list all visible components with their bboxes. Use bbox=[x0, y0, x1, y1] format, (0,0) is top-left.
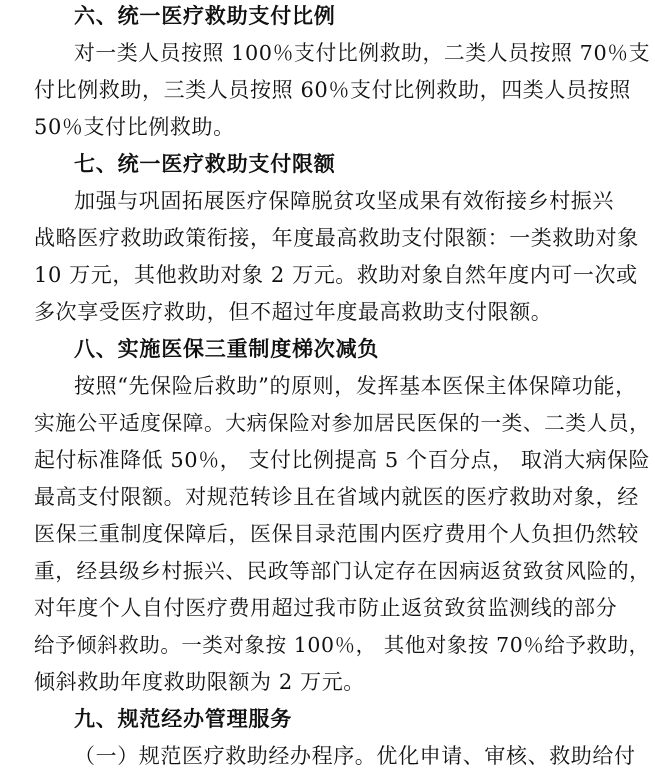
paragraph-line: 付比例救助，三类人员按照 60％支付比例救助，四类人员按照 bbox=[34, 78, 631, 102]
section-heading-text: 六、统一医疗救助支付比例 bbox=[74, 4, 336, 28]
paragraph-line: 倾斜救助年度救助限额为 2 万元。 bbox=[34, 670, 365, 694]
paragraph-line: 加强与巩固拓展医疗保障脱贫攻坚成果有效衔接乡村振兴 bbox=[74, 189, 614, 213]
paragraph-line: 重，经县级乡村振兴、民政等部门认定存在因病返贫致贫风险的， bbox=[34, 559, 651, 583]
paragraph-line: 起付标准降低 50％， 支付比例提高 5 个百分点， 取消大病保险 bbox=[34, 448, 651, 472]
paragraph-line: 50％支付比例救助。 bbox=[34, 115, 235, 139]
section-heading-8 bbox=[74, 336, 379, 362]
paragraph-line: 对一类人员按照 100％支付比例救助，二类人员按照 70％支 bbox=[74, 41, 651, 65]
paragraph-line: （一）规范医疗救助经办程序。优化申请、审核、救助给付 bbox=[74, 744, 636, 768]
section-heading-text: 九、规范经办管理服务 bbox=[74, 707, 292, 731]
section-heading-text: 八、实施医保三重制度梯次减负 bbox=[74, 337, 380, 361]
paragraph-line: 对年度个人自付医疗费用超过我市防止返贫致贫监测线的部分 bbox=[34, 596, 618, 620]
paragraph-line: 实施公平适度保障。大病保险对参加居民医保的一类、二类人员， bbox=[34, 411, 651, 435]
paragraph-line: 多次享受医疗救助，但不超过年度最高救助支付限额。 bbox=[34, 300, 553, 324]
section-heading-6 bbox=[74, 3, 336, 29]
section-heading-text: 七、统一医疗救助支付限额 bbox=[74, 152, 336, 176]
paragraph-line: 战略医疗救助政策衔接，年度最高救助支付限额：一类救助对象 bbox=[34, 226, 639, 250]
paragraph-line: 给予倾斜救助。一类对象按 100％， 其他对象按 70％给予救助， bbox=[34, 633, 650, 657]
paragraph-line: 医保三重制度保障后，医保目录范围内医疗费用个人负担仍然较 bbox=[34, 522, 639, 546]
paragraph-line: 最高支付限额。对规范转诊且在省域内就医的医疗救助对象，经 bbox=[34, 485, 639, 509]
paragraph-line: 10 万元，其他救助对象 2 万元。救助对象自然年度内可一次或 bbox=[34, 263, 638, 287]
paragraph-line: 按照“先保险后救助”的原则，发挥基本医保主体保障功能， bbox=[74, 374, 637, 398]
section-heading-9 bbox=[74, 706, 292, 732]
section-heading-7 bbox=[74, 151, 336, 177]
